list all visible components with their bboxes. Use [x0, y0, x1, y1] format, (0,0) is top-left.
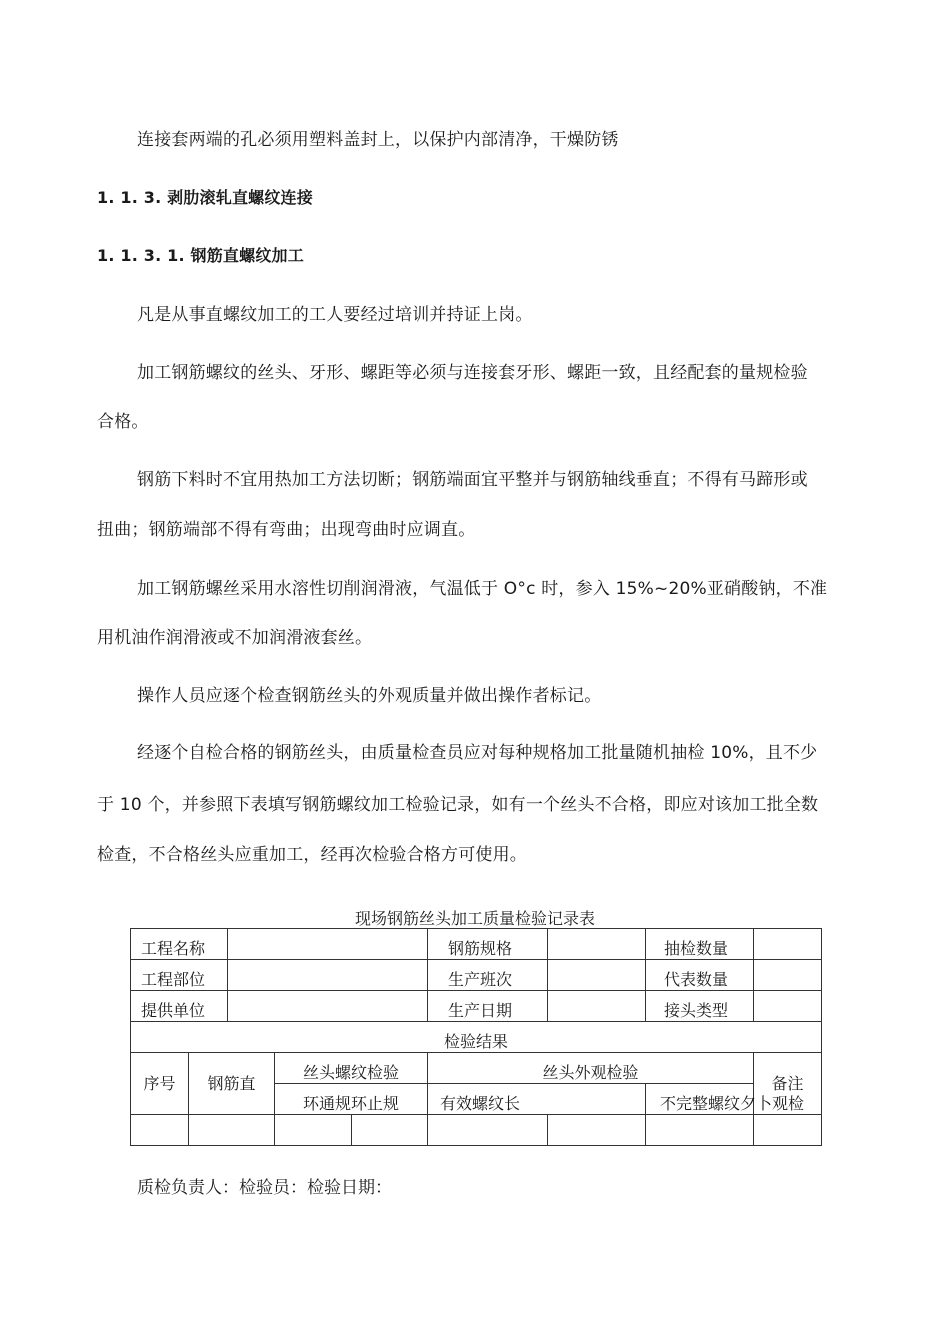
- table-title: 现场钢筋丝头加工质量检验记录表: [354, 909, 595, 928]
- paragraph-thread-line-2: 合格。: [97, 412, 149, 432]
- cell-appearance[interactable]: [646, 1115, 754, 1146]
- header-rebar-diameter: 钢筋直: [189, 1053, 275, 1115]
- value-joint-type[interactable]: [754, 991, 822, 1022]
- paragraph-operator-check: 操作人员应逐个检查钢筋丝头的外观质量并做出操作者标记。: [137, 686, 602, 706]
- header-thread-check: 丝头螺纹检验: [275, 1053, 428, 1084]
- label-rebar-spec: 钢筋规格: [428, 929, 548, 960]
- paragraph-cutting-line-1: 钢筋下料时不宜用热加工方法切断；钢筋端面宜平整并与钢筋轴线垂直；不得有马蹄形或: [137, 470, 808, 490]
- table-row: [131, 991, 822, 1022]
- table-row: [131, 929, 822, 960]
- inspection-record-table: [130, 928, 822, 1146]
- paragraph-lubricant-line-2: 用机油作润滑液或不加润滑液套丝。: [97, 628, 373, 648]
- value-prod-date[interactable]: [548, 991, 646, 1022]
- cell-rebar-diameter[interactable]: [189, 1115, 275, 1146]
- label-prod-date: 生产日期: [428, 991, 548, 1022]
- value-project-part[interactable]: [228, 960, 428, 991]
- subsection-heading: 1. 1. 3. 1. 钢筋直螺纹加工: [97, 246, 304, 265]
- paragraph-thread-line-1: 加工钢筋螺纹的丝头、牙形、螺距等必须与连接套牙形、螺距一致，且经配套的量规检验: [137, 363, 808, 383]
- value-project-name[interactable]: [228, 929, 428, 960]
- value-rep-qty[interactable]: [754, 960, 822, 991]
- cell-ring-nogo[interactable]: [352, 1115, 428, 1146]
- result-header: 检验结果: [131, 1022, 822, 1053]
- table-row: [131, 1022, 822, 1053]
- label-shift: 生产班次: [428, 960, 548, 991]
- cell-effective-length[interactable]: [428, 1115, 548, 1146]
- label-supplier: 提供单位: [131, 991, 228, 1022]
- paragraph-inspection-line-1: 经逐个自检合格的钢筋丝头，由质量检查员应对每种规格加工批量随机抽检 10%，且不少: [137, 743, 818, 763]
- paragraph-lubricant-line-1: 加工钢筋螺丝采用水溶性切削润滑液，气温低于 O°c 时，参入 15%~20%亚硝酸钠，不准: [137, 579, 828, 599]
- section-heading: 1. 1. 3. 剥肋滚轧直螺纹连接: [97, 188, 313, 207]
- label-rep-qty: 代表数量: [646, 960, 754, 991]
- label-project-part: 工程部位: [131, 960, 228, 991]
- signature-line: 质检负责人：检验员：检验日期：: [137, 1178, 392, 1198]
- value-rebar-spec[interactable]: [548, 929, 646, 960]
- header-seq-no: 序号: [131, 1053, 189, 1115]
- table-row: [131, 1115, 822, 1146]
- table-row: [131, 960, 822, 991]
- cell-remark[interactable]: [754, 1115, 822, 1146]
- paragraph-training: 凡是从事直螺纹加工的工人要经过培训并持证上岗。: [137, 305, 533, 325]
- value-shift[interactable]: [548, 960, 646, 991]
- label-sample-qty: 抽检数量: [646, 929, 754, 960]
- paragraph-inspection-line-2: 于 10 个，并参照下表填写钢筋螺纹加工检验记录，如有一个丝头不合格，即应对该加工批全数: [97, 795, 819, 815]
- paragraph-inspection-line-3: 检查，不合格丝头应重加工，经再次检验合格方可使用。: [97, 845, 527, 865]
- subheader-effective-length: 有效螺纹长: [428, 1084, 646, 1115]
- paragraph-cutting-line-2: 扭曲；钢筋端部不得有弯曲；出现弯曲时应调直。: [97, 520, 476, 540]
- header-remark: 备注: [754, 1053, 822, 1115]
- subheader-ring-gauges: 环通规环止规: [275, 1084, 428, 1115]
- label-joint-type: 接头类型: [646, 991, 754, 1022]
- header-appearance-check: 丝头外观检验: [428, 1053, 754, 1084]
- subheader-incomplete-thread: 不完整螺纹夕卜观检: [646, 1084, 754, 1115]
- cell-seq-no[interactable]: [131, 1115, 189, 1146]
- cell-incomplete-thread[interactable]: [548, 1115, 646, 1146]
- cell-ring-go[interactable]: [275, 1115, 352, 1146]
- value-supplier[interactable]: [228, 991, 428, 1022]
- table-row: [131, 1053, 822, 1084]
- label-project-name: 工程名称: [131, 929, 228, 960]
- value-sample-qty[interactable]: [754, 929, 822, 960]
- paragraph-seal-holes: 连接套两端的孔必须用塑料盖封上，以保护内部清净，干燥防锈: [137, 130, 619, 150]
